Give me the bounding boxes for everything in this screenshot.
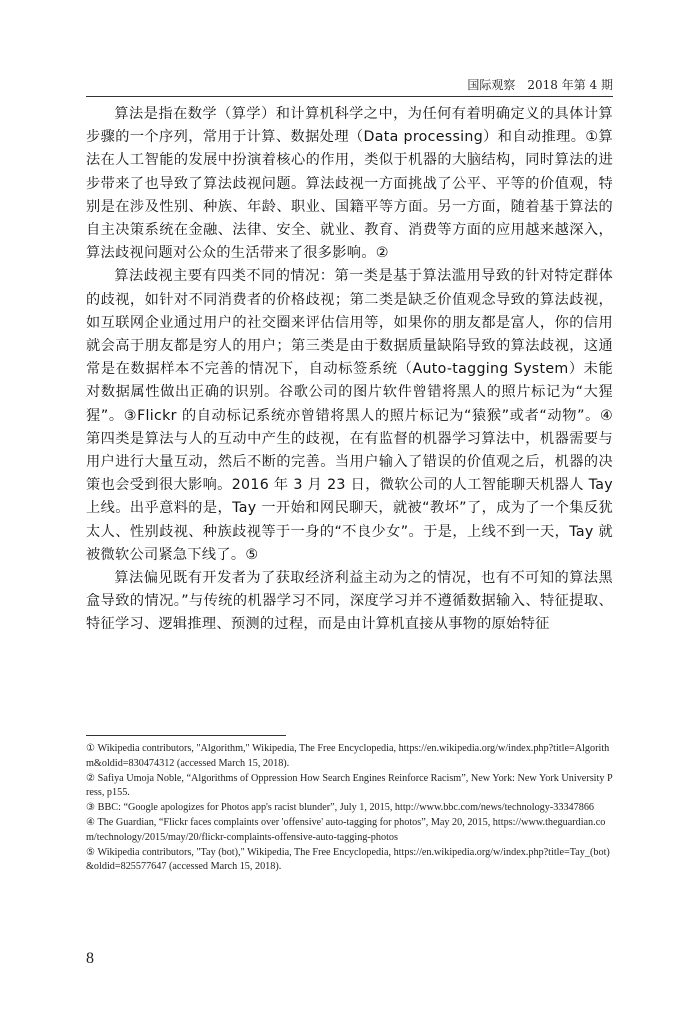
footnote-rule bbox=[86, 735, 286, 736]
paragraph-1: 算法是指在数学（算学）和计算机科学之中，为任何有着明确定义的具体计算步骤的一个序列，常用于计算、数据处理（Data processing）和自动推理。①算法在人工智能的发展中扮演着核心的作用，类似于机器的大脑结构，同时算法的进步带来了也导致了算法歧视问题。算法歧视一方面挑战了公平、平等的价值观，特别是在涉及性别、种族、年龄、职业、国籍平等方面。另一方面，随着基于算法的自主决策系统在金融、法律、安全、就业、教育、消费等方面的应用越来越深入，算法歧视问题对公众的生活带来了很多影响。② bbox=[86, 106, 613, 262]
footnote-4: ④ The Guardian, “Flickr faces complaints over 'offensive' auto-tagging for photos”, May 20, 2015, https://www.theguardian.com/technology/2015/may/20/flickr-complaints-offensive-auto-tagging-photos bbox=[86, 816, 606, 843]
footnote-2: ② Safiya Umoja Noble, “Algorithms of Oppression How Search Engines Reinforce Racism”, New York: New York University Press, p155. bbox=[86, 772, 613, 799]
footnote-1: ① Wikipedia contributors, "Algorithm," Wikipedia, The Free Encyclopedia, https://en.wikipedia.org/w/index.php?title=Algorithm&oldid=830474312 (accessed March 15, 2018). bbox=[86, 743, 610, 769]
footnote-3: ③ BBC: “Google apologizes for Photos app's racist blunder”, July 1, 2015, http://www.bbc.com/news/technology-33347866 bbox=[86, 802, 595, 814]
header-rule bbox=[86, 96, 613, 97]
paragraph-3: 算法偏见既有开发者为了获取经济利益主动为之的情况，也有不可知的算法黑盒导致的情况。”与传统的机器学习不同，深度学习并不遵循数据输入、特征提取、特征学习、逻辑推理、预测的过程，而是由计算机直接从事物的原始特征 bbox=[86, 570, 613, 633]
page-number: 8 bbox=[86, 950, 94, 967]
footnotes bbox=[86, 742, 613, 875]
running-header: 国际观察 2018 年第 4 期 bbox=[467, 78, 613, 92]
paragraph-2: 算法歧视主要有四类不同的情况：第一类是基于算法滥用导致的针对特定群体的歧视，如针对不同消费者的价格歧视；第二类是缺乏价值观念导致的算法歧视，如互联网企业通过用户的社交圈来评估信用等，如果你的朋友都是富人，你的信用就会高于朋友都是穷人的用户；第三类是由于数据质量缺陷导致的算法歧视，这通常是在数据样本不完善的情况下，自动标签系统（Auto-tagging System）未能对数据属性做出正确的识别。谷歌公司的图片软件曾错将黑人的照片标记为“大猩猩”。③Flickr 的自动标记系统亦曾错将黑人的照片标记为“猿猴”或者“动物”。④第四类是算法与人的互动中产生的歧视，在有监督的机器学习算法中，机器需要与用户进行大量互动，然后不断的完善。当用户输入了错误的价值观之后，机器的决策也会受到很大影响。2016 年 3 月 23 日，微软公司的人工智能聊天机器人 Tay 上线。出乎意料的是，Tay 一开始和网民聊天，就被“教坏”了，成为了一个集反犹太人、性别歧视、种族歧视等于一身的“不良少女”。于是，上线不到一天，Tay 就被微软公司紧急下线了。⑤ bbox=[86, 268, 613, 563]
footnote-5: ⑤ Wikipedia contributors, "Tay (bot)," Wikipedia, The Free Encyclopedia, https://en.wikipedia.org/w/index.php?title=Tay_(bot)&oldid=825577647 (accessed March 15, 2018). bbox=[86, 846, 610, 873]
body-text bbox=[86, 103, 613, 637]
